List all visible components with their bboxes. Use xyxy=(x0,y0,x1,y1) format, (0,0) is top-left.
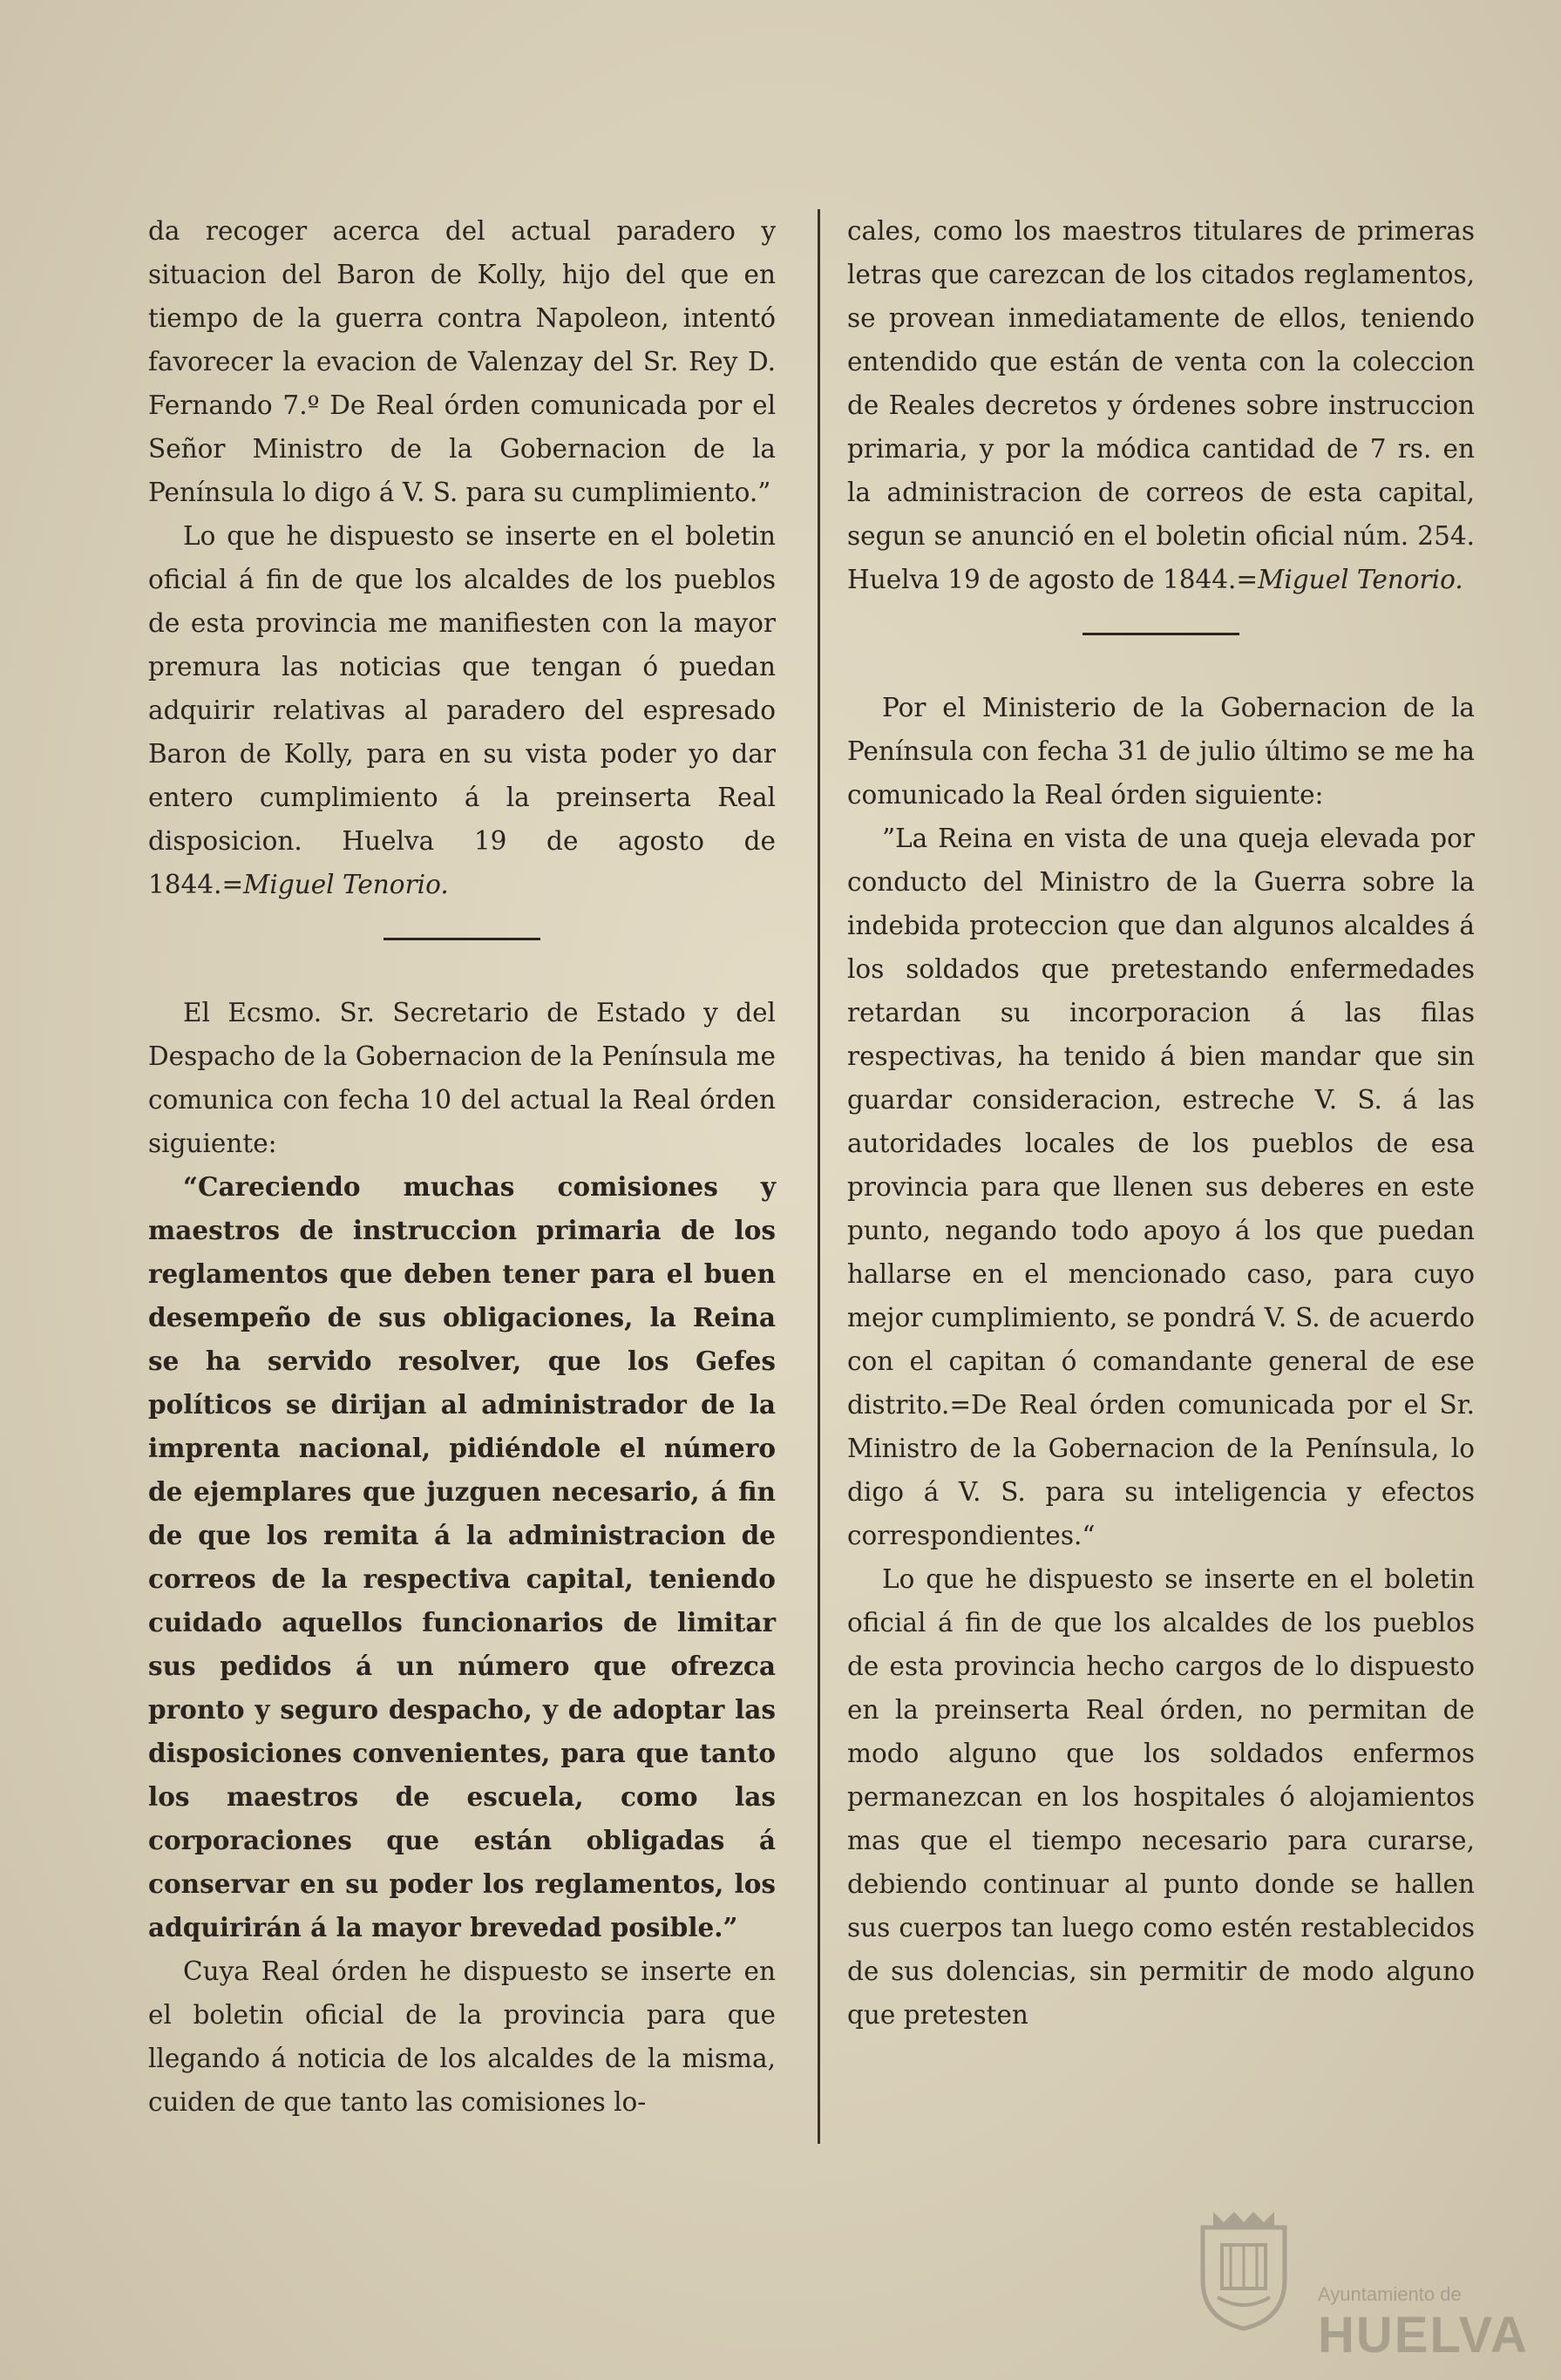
signature: Miguel Tenorio. xyxy=(1258,565,1463,594)
watermark-line-2: HUELVA xyxy=(1318,2307,1529,2363)
paragraph: “Careciendo muchas comisiones y maestros de instruccion primaria de los reglamentos que deben tener para el buen desempeño de sus obligaciones, la Reina se ha servido resolver, que los Gefes políticos se dirijan al administrador de la imprenta nacional, pidiéndole el número de ejemplares que juzguen necesario, á fin de que los remita á la administracion de correos de la respectiva capital, teniendo cuidado aquellos funcionarios de limitar sus pedidos á un número que ofrezca pronto y seguro despacho, y de adoptar las disposiciones convenientes, para que tanto los maestros de escuela, como las corporaciones que están obligadas á conservar en su poder los reglamentos, los adquirirán á la mayor brevedad posible.” xyxy=(148,1171,776,1943)
paragraph: El Ecsmo. Sr. Secretario de Estado y del Despacho de la Gobernacion de la Península me comunica con fecha 10 del actual la Real órden siguiente: xyxy=(148,998,776,1158)
paragraph: Lo que he dispuesto se inserte en el boletin oficial á fin de que los alcaldes de los pueblos de esta provincia hecho cargos de lo dispuesto en la preinserta Real órden, no permitan de modo alguno que los soldados enfermos permanezcan en los hospitales ó alojamientos mas que el tiempo necesario para curarse, debiendo continuar al punto donde se hallen sus cuerpos tan luego como estén restablecidos de sus dolencias, sin permitir de modo alguno que pretesten xyxy=(847,1564,1475,2030)
paragraph: Por el Ministerio de la Gobernacion de la Península con fecha 31 de julio último se me ha comunicado la Real órden siguiente: xyxy=(847,693,1475,810)
coat-of-arms-icon xyxy=(1196,2210,1292,2332)
paragraph: ”La Reina en vista de una queja elevada por conducto del Ministro de la Guerra sobre la indebida proteccion que dan algunos alcaldes á los soldados que pretestando enfermedades retardan su incorporacion á las filas respectivas, ha tenido á bien mandar que sin guardar consideracion, estreche V. S. á las autoridades locales de los pueblos de esa provincia para que llenen sus deberes en este punto, negando todo apoyo á los que puedan hallarse en el mencionado caso, para cuyo mejor cumplimiento, se pondrá V. S. de acuerdo con el capitan ó comandante general de ese distrito.=De Real órden comunicada por el Sr. Ministro de la Gobernacion de la Península, lo digo á V. S. para su inteligencia y efectos correspondientes.“ xyxy=(847,824,1475,1550)
paragraph-text: Lo que he dispuesto se inserte en el boletin oficial á fin de que los alcaldes de los pueblos de esta provincia me manifiesten con la mayor premura las noticias que tengan ó puedan adquirir relativas al paradero del espresado Baron de Kolly, para en su vista poder yo dar entero cumplimiento á la preinserta Real disposicion. Huelva 19 de agosto de 1844.= xyxy=(148,521,776,899)
watermark xyxy=(1187,2203,1529,2363)
paragraph: da recoger acerca del actual paradero y situacion del Baron de Kolly, hijo del que en tiempo de la guerra contra Napoleon, intentó favorecer la evacion de Valenzay del Sr. Rey D. Fernando 7.º De Real órden comunicada por el Señor Ministro de la Gobernacion de la Península lo digo á V. S. para su cumplimiento.” xyxy=(148,216,776,507)
paragraph-text: cales, como los maestros titulares de primeras letras que carezcan de los citados reglamentos, se provean inmediatamente de ellos, teniendo entendido que están de venta con la coleccion de Reales decretos y órdenes sobre instruccion primaria, y por la módica cantidad de 7 rs. en la administracion de correos de esta capital, segun se anunció en el boletin oficial núm. 254. Huelva 19 de agosto de 1844.= xyxy=(847,216,1475,594)
paragraph xyxy=(847,209,1475,601)
signature: Miguel Tenorio. xyxy=(243,870,449,899)
column-divider xyxy=(818,209,820,2144)
paragraph xyxy=(148,514,776,906)
watermark-line-1: Ayuntamiento de xyxy=(1318,2283,1462,2305)
right-column xyxy=(847,209,1475,2037)
section-divider xyxy=(1083,633,1239,635)
paragraph: Cuya Real órden he dispuesto se inserte en el boletin oficial de la provincia para que llegando á noticia de los alcaldes de la misma, cuiden de que tanto las comisiones lo- xyxy=(148,1956,776,2117)
left-column xyxy=(148,209,776,2124)
section-divider xyxy=(383,938,540,940)
